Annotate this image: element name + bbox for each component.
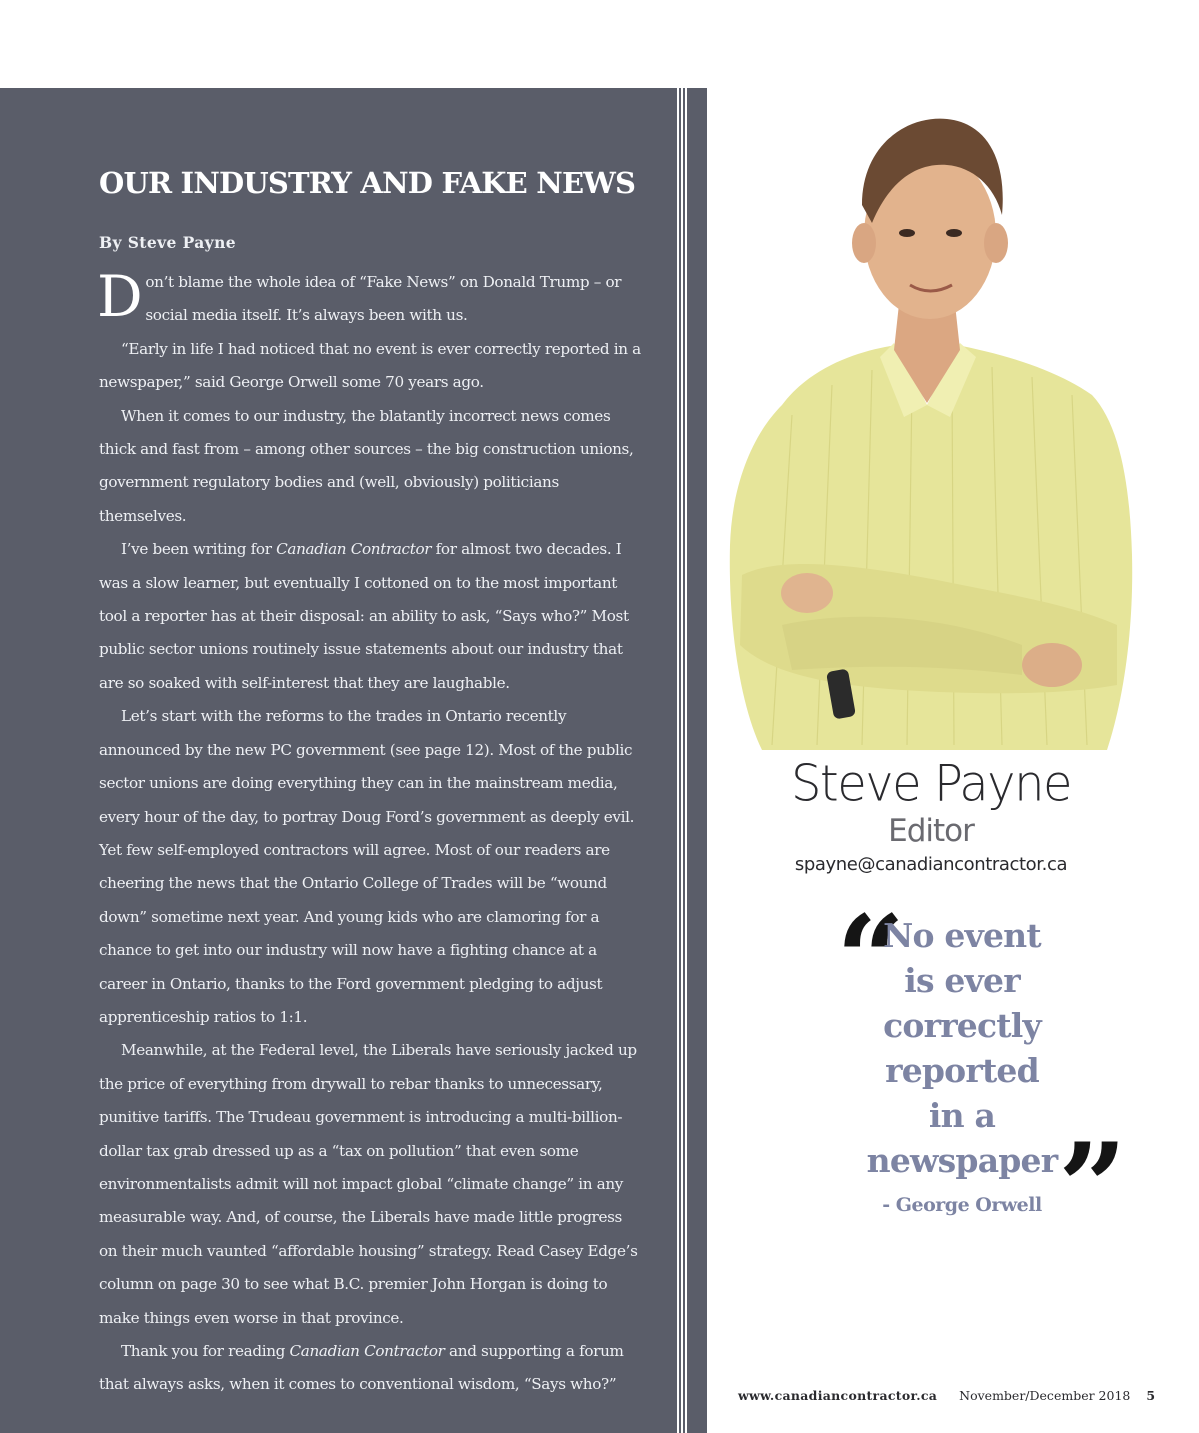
- footer-url[interactable]: www.canadiancontractor.ca: [738, 1388, 938, 1403]
- pull-quote-line: reported: [885, 1051, 1039, 1090]
- paragraph: Let’s start with the reforms to the trades in Ontario recently announced by the new PC government (see page 12). Most of the public sector unions are doing everything they can in the mainstream media, every hour of the day, to portray Doug Ford’s government as deeply evil. Yet few self-employed contractors will agree. Most of our readers are cheering the news that the Ontario College of Trades will be “wound down” sometime next year. And young kids who are clamoring for a chance to get into our industry will now have a fighting chance at a career in Ontario, thanks to the Ford government pledging to adjust apprenticeship ratios to 1:1.: [99, 707, 635, 1026]
- paragraph: Meanwhile, at the Federal level, the Liberals have seriously jacked up the price of everything from drywall to rebar thanks to unnecessary, punitive tariffs. The Trudeau government is introducing a multi-billion-dollar tax grab dressed up as a “tax on pollution” that even some environmentalists admit will not impact global “climate change” in any measurable way. And, of course, the Liberals have made little progress on their much vaunted “affordable housing” strategy. Read Casey Edge’s column on page 30 to see what B.C. premier John Horgan is doing to make things even worse in that province.: [99, 1041, 638, 1327]
- paragraph: I’ve been writing for Canadian Contractor for almost two decades. I was a slow learner, but eventually I cottoned on to the most important tool a reporter has at their disposal: an ability to ask, “Says who?” Most public sector unions routinely issue statements about our industry that are so soaked with self-interest that they are laughable.: [99, 540, 629, 692]
- article-byline: By Steve Payne: [99, 233, 237, 252]
- article-headline: OUR INDUSTRY AND FAKE NEWS: [99, 166, 636, 200]
- publication-name: Canadian Contractor: [289, 1342, 445, 1360]
- page-footer: [738, 1388, 1155, 1403]
- open-quote-mark: “: [836, 889, 906, 1030]
- article-body: [99, 266, 644, 1402]
- close-quote-mark: ”: [1058, 1117, 1128, 1258]
- editor-photo: [722, 105, 1134, 750]
- paragraph: Don’t blame the whole idea of “Fake News” on Donald Trump – or social media itself. It’s always been with us.: [97, 264, 622, 330]
- paragraph: “Early in life I had noticed that no event is ever correctly reported in a newspaper,” said George Orwell some 70 years ago.: [99, 339, 641, 392]
- publication-name: Canadian Contractor: [276, 540, 432, 559]
- panel-rule: [679, 88, 681, 1433]
- pull-quote-line: is ever: [904, 961, 1020, 1000]
- pull-quote-line: newspaper: [866, 1141, 1058, 1180]
- paragraph: Thank you for reading Canadian Contractor and supporting a forum that always asks, when it comes to conventional wisdom, “Says who?”: [99, 1342, 624, 1394]
- panel-rule: [683, 88, 685, 1433]
- pull-quote-line: No event: [883, 916, 1041, 955]
- editor-name: Steve Payne: [790, 754, 1072, 814]
- editor-email: spayne@canadiancontractor.ca: [794, 854, 1068, 875]
- pull-quote-line: in a: [928, 1096, 996, 1135]
- footer-issue: November/December 2018: [959, 1388, 1131, 1403]
- quote-attribution: - George Orwell: [882, 1194, 1042, 1216]
- pull-quote-line: correctly: [883, 1006, 1041, 1045]
- pull-quote: [852, 913, 1072, 1183]
- paragraph: When it comes to our industry, the blatantly incorrect news comes thick and fast from – among other sources – the big construction unions, government regulatory bodies and (well, obviously) politicians themselves.: [99, 406, 634, 525]
- drop-cap: D: [97, 264, 143, 330]
- editor-role: Editor: [888, 813, 974, 849]
- page-number: 5: [1146, 1388, 1156, 1403]
